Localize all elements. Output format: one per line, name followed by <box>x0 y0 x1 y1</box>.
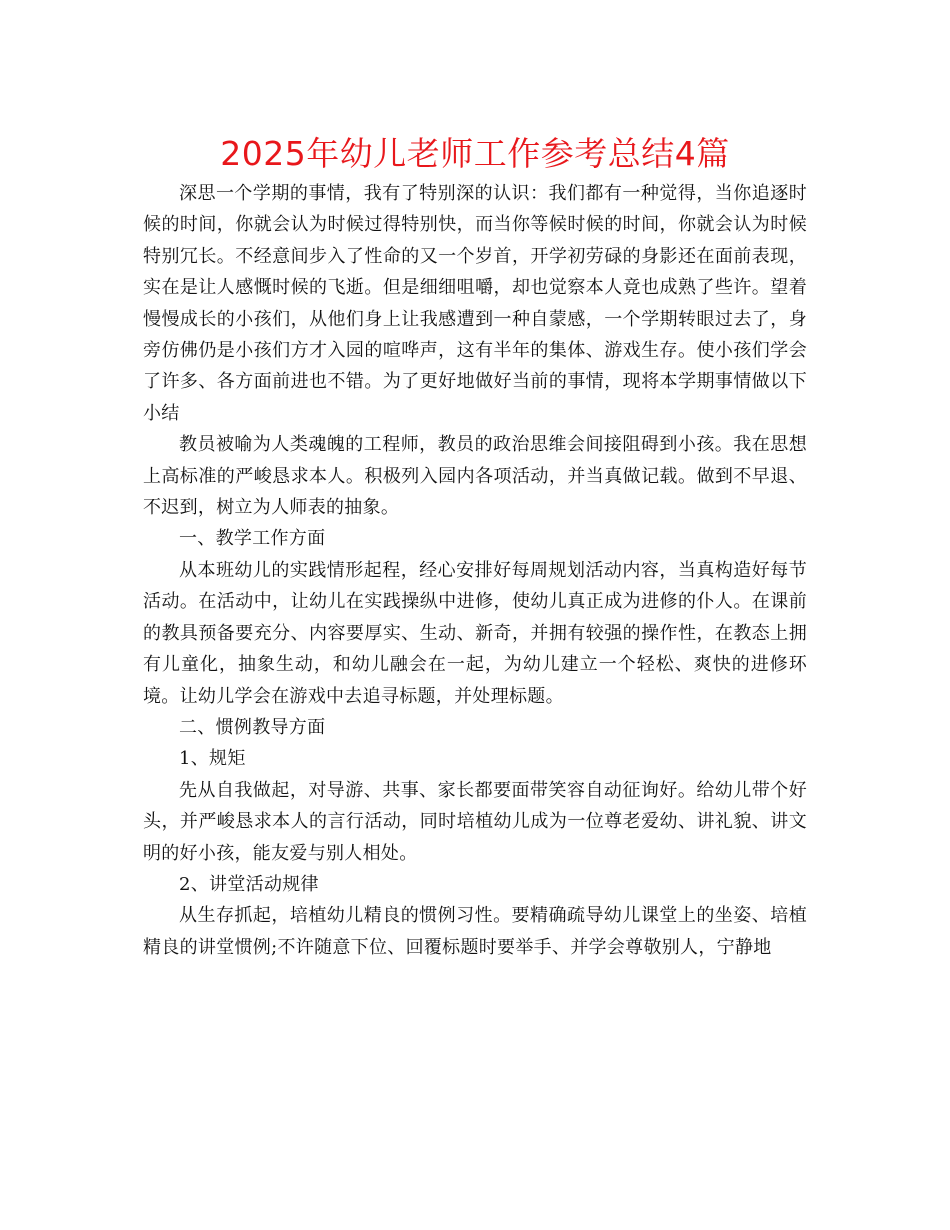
paragraph-classroom-discipline: 从生存抓起，培植幼儿精良的惯例习性。要精确疏导幼儿课堂上的坐姿、培植精良的讲堂惯例;不许随意下位、回覆标题时要举手、并学会尊敬别人，宁静地 <box>143 905 807 958</box>
paragraph-manners: 先从自我做起，对导游、共事、家长都要面带笑容自动征询好。给幼儿带个好头，并严峻恳求本人的言行活动，同时培植幼儿成为一位尊老爱幼、讲礼貌、讲文明的好小孩，能友爱与别人相处。 <box>143 779 807 864</box>
paragraph-teacher-role: 教员被喻为人类魂魄的工程师，教员的政治思维会间接阻碍到小孩。我在思想上高标准的严峻恳求本人。积极列入园内各项活动，并当真做记载。做到不早退、不迟到，树立为人师表的抽象。 <box>143 434 807 519</box>
document-body <box>143 178 807 963</box>
document-title: 2025年幼儿老师工作参考总结4篇 <box>220 134 730 173</box>
section-heading-routine: 二、惯例教导方面 <box>179 716 326 738</box>
subheading-classroom-discipline: 2、讲堂活动规律 <box>179 873 319 895</box>
subheading-manners: 1、规矩 <box>179 748 246 770</box>
paragraph-intro: 深思一个学期的事情，我有了特别深的认识：我们都有一种觉得，当你追逐时候的时间，你就会认为时候过得特别快，而当你等候时候的时间，你就会认为时候特别冗长。不经意间步入了性命的又一个岁首，开学初劳碌的身影还在面前表现，实在是让人感慨时候的飞逝。但是细细咀嚼，却也觉察本人竟也成熟了些许。望着慢慢成长的小孩们，从他们身上让我感遭到一种自蒙感，一个学期转眼过去了，身旁仿佛仍是小孩们方才入园的喧哗声，这有半年的集体、游戏生存。使小孩们学会了许多、各方面前进也不错。为了更好地做好当前的事情，现将本学期事情做以下小结 <box>143 183 807 424</box>
paragraph-teaching: 从本班幼儿的实践情形起程，经心安排好每周规划活动内容，当真构造好每节活动。在活动中，让幼儿在实践操纵中进修，使幼儿真正成为进修的仆人。在课前的教具预备要充分、内容要厚实、生动、新奇，并拥有较强的操作性，在教态上拥有儿童化，抽象生动，和幼儿融会在一起，为幼儿建立一个轻松、爽快的进修环境。让幼儿学会在游戏中去追寻标题，并处理标题。 <box>143 559 807 707</box>
section-heading-teaching: 一、教学工作方面 <box>179 528 326 550</box>
